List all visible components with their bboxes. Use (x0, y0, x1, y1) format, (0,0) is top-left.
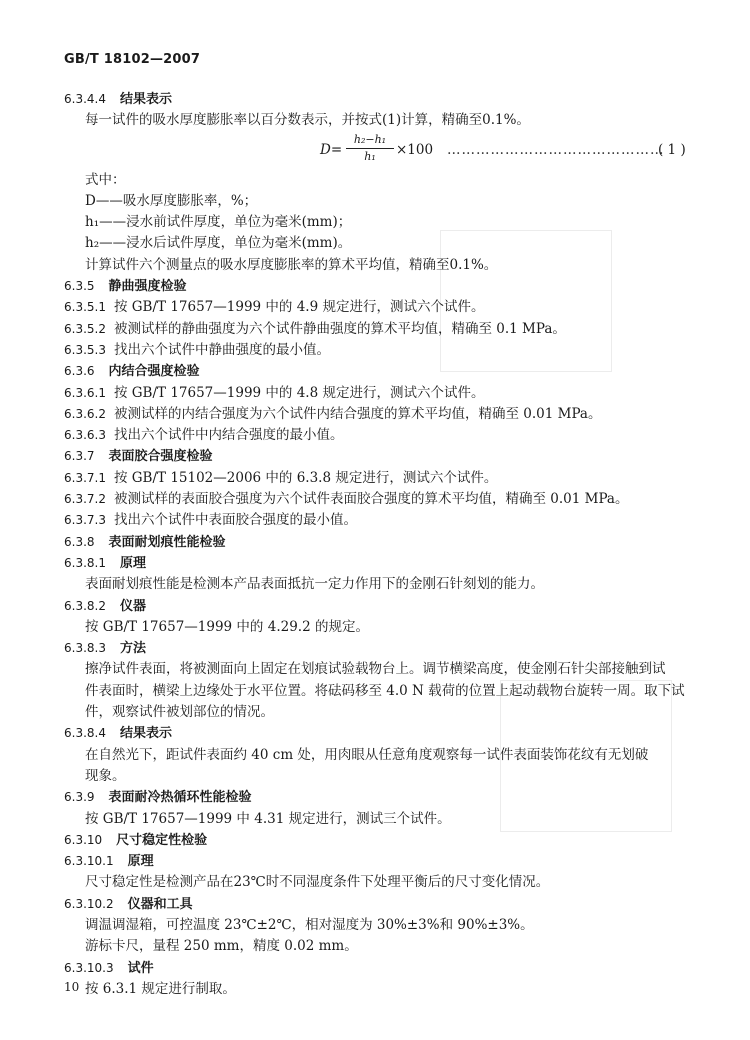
paragraph: 每一试件的吸水厚度膨胀率以百分数表示，并按式(1)计算，精确至0.1%。 (85, 112, 530, 129)
section-heading (64, 638, 704, 659)
section-number: 6.3.10.1 (64, 854, 114, 869)
section-number: 6.3.8.4 (64, 726, 106, 741)
paragraph-line: D——吸水厚度膨胀率，%； (85, 192, 258, 209)
section-number: 6.3.10.2 (64, 896, 114, 911)
section-heading (64, 446, 704, 467)
clause-number: 6.3.7.2 (64, 492, 106, 507)
formula-multiplier: ×100 (396, 141, 434, 158)
numbered-clause (64, 383, 704, 404)
equation-number: ( 1 ) (658, 141, 686, 158)
numbered-clause (64, 319, 704, 340)
clause-text: 被测试样的表面胶合强度为六个试件表面胶合强度的算术平均值，精确至 0.01 MPa。 (113, 491, 629, 508)
paragraph: 按 GB/T 17657—1999 中 4.31 规定进行，测试三个试件。 (85, 810, 451, 827)
clause-text: 按 GB/T 17657—1999 中的 4.9 规定进行，测试六个试件。 (113, 299, 485, 316)
section-title: 原理 (127, 854, 154, 870)
section-title: 试件 (127, 960, 154, 976)
numbered-clause (64, 510, 704, 531)
numbered-clause (64, 404, 704, 425)
clause-text: 找出六个试件中内结合强度的最小值。 (113, 427, 344, 444)
section-title: 表面耐划痕性能检验 (108, 534, 226, 550)
section-number: 6.3.8.1 (64, 555, 106, 570)
section-title: 方法 (119, 641, 146, 657)
clause-text: 被测试样的静曲强度为六个试件静曲强度的算术平均值，精确至 0.1 MPa。 (113, 320, 566, 337)
section-heading (64, 723, 704, 744)
paragraph-line: h₁——浸水前试件厚度，单位为毫米(mm)； (85, 214, 352, 231)
section-number: 6.3.8 (64, 534, 95, 549)
section-heading (64, 787, 704, 808)
section-heading (64, 89, 704, 110)
numbered-clause (64, 340, 704, 361)
section-number: 6.3.8.3 (64, 641, 106, 656)
section-title: 内结合强度检验 (108, 364, 200, 380)
paragraph-line: 计算试件六个测量点的吸水厚度膨胀率的算术平均值，精确至0.1%。 (85, 256, 498, 273)
fraction-denominator: h₁ (364, 149, 376, 163)
section-number: 6.3.7 (64, 449, 95, 464)
section-heading (64, 361, 704, 382)
paragraph: 按 6.3.1 规定进行制取。 (85, 980, 236, 997)
section-title: 结果表示 (119, 92, 172, 107)
paragraph: 尺寸稳定性是检测产品在23℃时不同湿度条件下处理平衡后的尺寸变化情况。 (85, 874, 550, 891)
paragraph-line: h₂——浸水后试件厚度，单位为毫米(mm)。 (85, 235, 352, 252)
paragraph: 在自然光下，距试件表面约 40 cm 处，用肉眼从任意角度观察每一试件表面装饰花纹有无划破 (85, 746, 649, 763)
standard-header: GB/T 18102—2007 (64, 52, 201, 67)
formula-lhs: D= (320, 141, 343, 158)
paragraph-line: 式中： (85, 171, 126, 188)
section-title: 结果表示 (119, 726, 172, 742)
section-title: 仪器 (119, 598, 146, 614)
section-number: 6.3.8.2 (64, 598, 106, 613)
clause-number: 6.3.7.1 (64, 470, 106, 485)
section-title: 原理 (119, 555, 146, 571)
clause-text: 找出六个试件中表面胶合强度的最小值。 (113, 512, 357, 529)
numbered-clause (64, 468, 704, 489)
numbered-clause (64, 425, 704, 446)
paragraph: 调温调湿箱，可控温度 23℃±2℃，相对湿度为 30%±3%和 90%±3%。 (85, 916, 534, 933)
section-number: 6.3.9 (64, 790, 95, 805)
fraction (346, 132, 394, 165)
document-body (64, 89, 704, 1000)
section-heading (64, 958, 704, 979)
paragraph-line: 现象。 (85, 767, 126, 784)
clause-number: 6.3.5.3 (64, 342, 106, 357)
section-title: 仪器和工具 (127, 896, 193, 912)
leader-dots: ……………………………………… (447, 141, 665, 158)
page-number: 10 (64, 980, 80, 994)
section-heading (64, 596, 704, 617)
paragraph: 游标卡尺，量程 250 mm，精度 0.02 mm。 (85, 938, 358, 955)
section-heading (64, 553, 704, 574)
section-heading (64, 276, 704, 297)
section-heading (64, 532, 704, 553)
section-number: 6.3.5 (64, 279, 95, 294)
section-title: 表面胶合强度检验 (108, 449, 213, 465)
section-heading (64, 851, 704, 872)
paragraph-line: 件表面时，横梁上边缘处于水平位置。将砝码移至 4.0 N 载荷的位置上起动载物台旋转一周。取下试 (85, 682, 685, 699)
numbered-clause (64, 297, 704, 318)
clause-text: 被测试样的内结合强度为六个试件内结合强度的算术平均值，精确至 0.01 MPa。 (113, 405, 602, 422)
section-number: 6.3.6 (64, 364, 95, 379)
section-title: 静曲强度检验 (108, 279, 187, 295)
numbered-clause (64, 489, 704, 510)
paragraph: 表面耐划痕性能是检测本产品表面抵抗一定力作用下的金刚石针刻划的能力。 (85, 576, 544, 593)
section-number: 6.3.10.3 (64, 960, 114, 975)
section-title: 尺寸稳定性检验 (116, 832, 208, 848)
section-title: 表面耐冷热循环性能检验 (108, 790, 252, 806)
paragraph-line: 件，观察试件被划部位的情况。 (85, 704, 274, 721)
paragraph: 擦净试件表面，将被测面向上固定在划痕试验载物台上。调节横梁高度，使金刚石针尖部接触到试 (85, 661, 666, 678)
formula-1 (64, 132, 704, 170)
clause-number: 6.3.7.3 (64, 513, 106, 528)
clause-number: 6.3.6.3 (64, 428, 106, 443)
clause-number: 6.3.6.1 (64, 385, 106, 400)
section-number: 6.3.10 (64, 832, 103, 847)
section-number: 6.3.4.4 (64, 92, 106, 106)
clause-number: 6.3.6.2 (64, 406, 106, 421)
clause-text: 找出六个试件中静曲强度的最小值。 (113, 341, 330, 358)
section-heading (64, 894, 704, 915)
clause-number: 6.3.5.2 (64, 321, 106, 336)
paragraph: 按 GB/T 17657—1999 中的 4.29.2 的规定。 (85, 618, 369, 635)
clause-text: 按 GB/T 17657—1999 中的 4.8 规定进行，测试六个试件。 (113, 384, 485, 401)
clause-text: 按 GB/T 15102—2006 中的 6.3.8 规定进行，测试六个试件。 (113, 469, 498, 486)
section-heading (64, 830, 704, 851)
fraction-numerator: h₂−h₁ (346, 132, 394, 149)
clause-number: 6.3.5.1 (64, 300, 106, 315)
